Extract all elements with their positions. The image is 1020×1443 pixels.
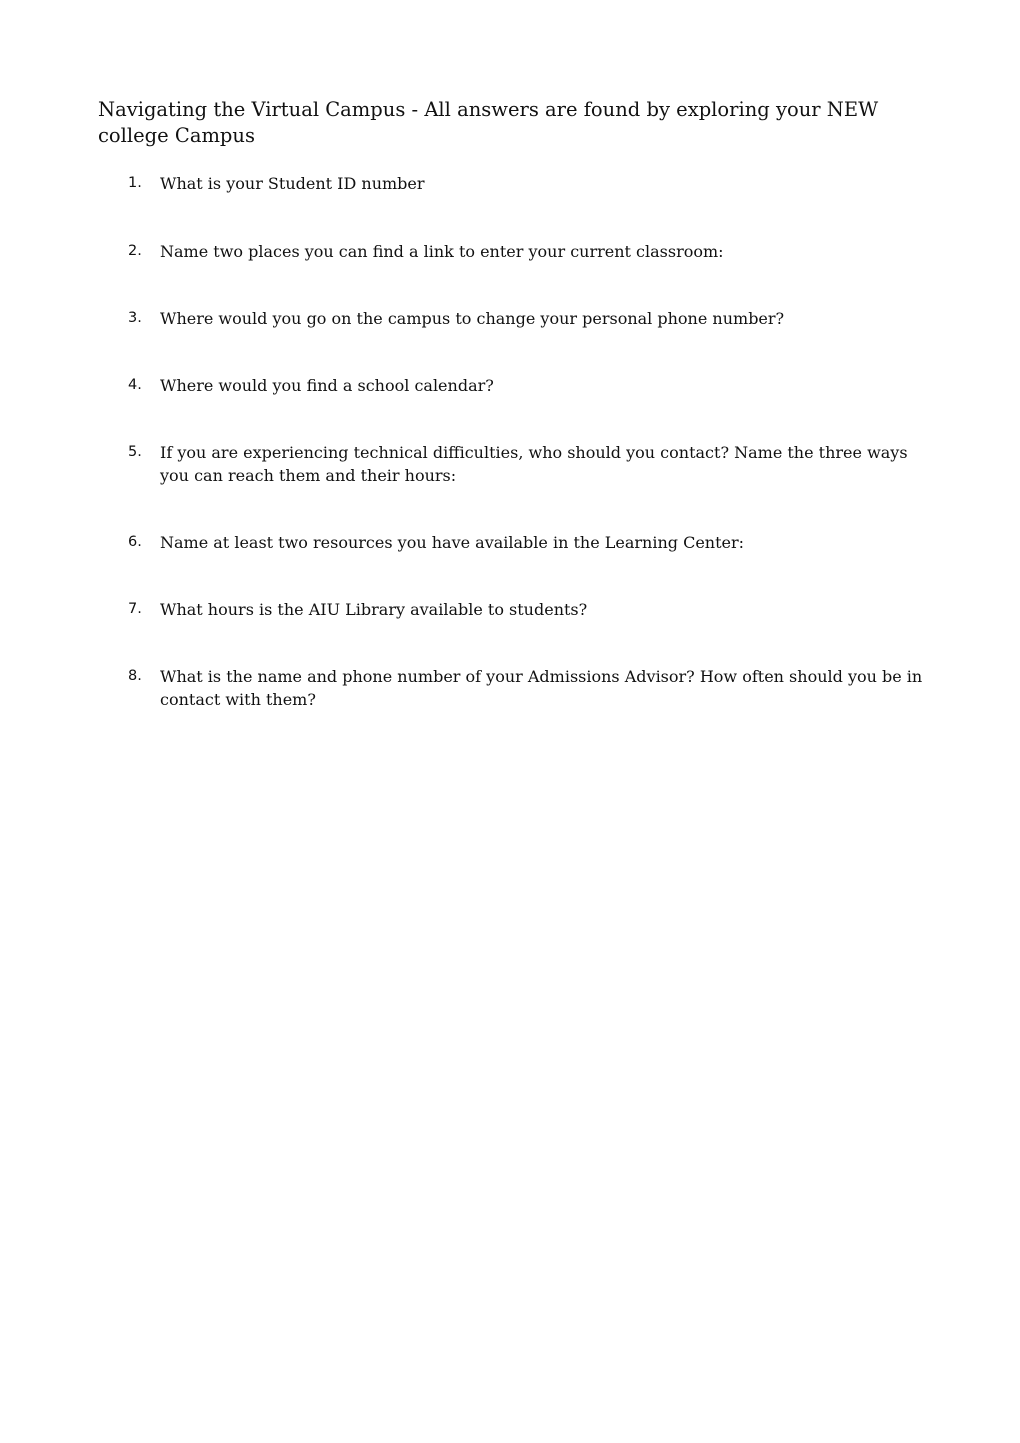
question-text: What is the name and phone number of your Admissions Advisor? How often should you be in contact with them?: [160, 667, 923, 709]
question-number: 8.: [128, 668, 142, 684]
question-text: Where would you go on the campus to change your personal phone number?: [160, 309, 785, 328]
question-2: [128, 240, 928, 263]
question-number: 6.: [128, 534, 142, 550]
page-title: Navigating the Virtual Campus - All answers are found by exploring your NEW college Campus: [98, 98, 879, 147]
question-number: 7.: [128, 601, 142, 617]
question-5: [128, 441, 928, 487]
question-7: [128, 598, 928, 621]
question-3: [128, 307, 928, 330]
question-text: What hours is the AIU Library available to students?: [160, 600, 588, 619]
question-6: [128, 531, 928, 554]
question-number: 2.: [128, 243, 142, 259]
question-4: [128, 374, 928, 397]
question-8: [128, 665, 928, 711]
question-text: Name two places you can find a link to enter your current classroom:: [160, 242, 724, 261]
question-text: What is your Student ID number: [160, 174, 425, 193]
question-number: 3.: [128, 310, 142, 326]
question-1: [128, 172, 928, 195]
question-text: If you are experiencing technical difficulties, who should you contact? Name the three ways you can reach them and their hours:: [160, 443, 908, 485]
question-text: Name at least two resources you have available in the Learning Center:: [160, 533, 745, 552]
question-number: 4.: [128, 377, 142, 393]
question-number: 5.: [128, 444, 142, 460]
question-text: Where would you find a school calendar?: [160, 376, 494, 395]
question-number: 1.: [128, 175, 142, 191]
